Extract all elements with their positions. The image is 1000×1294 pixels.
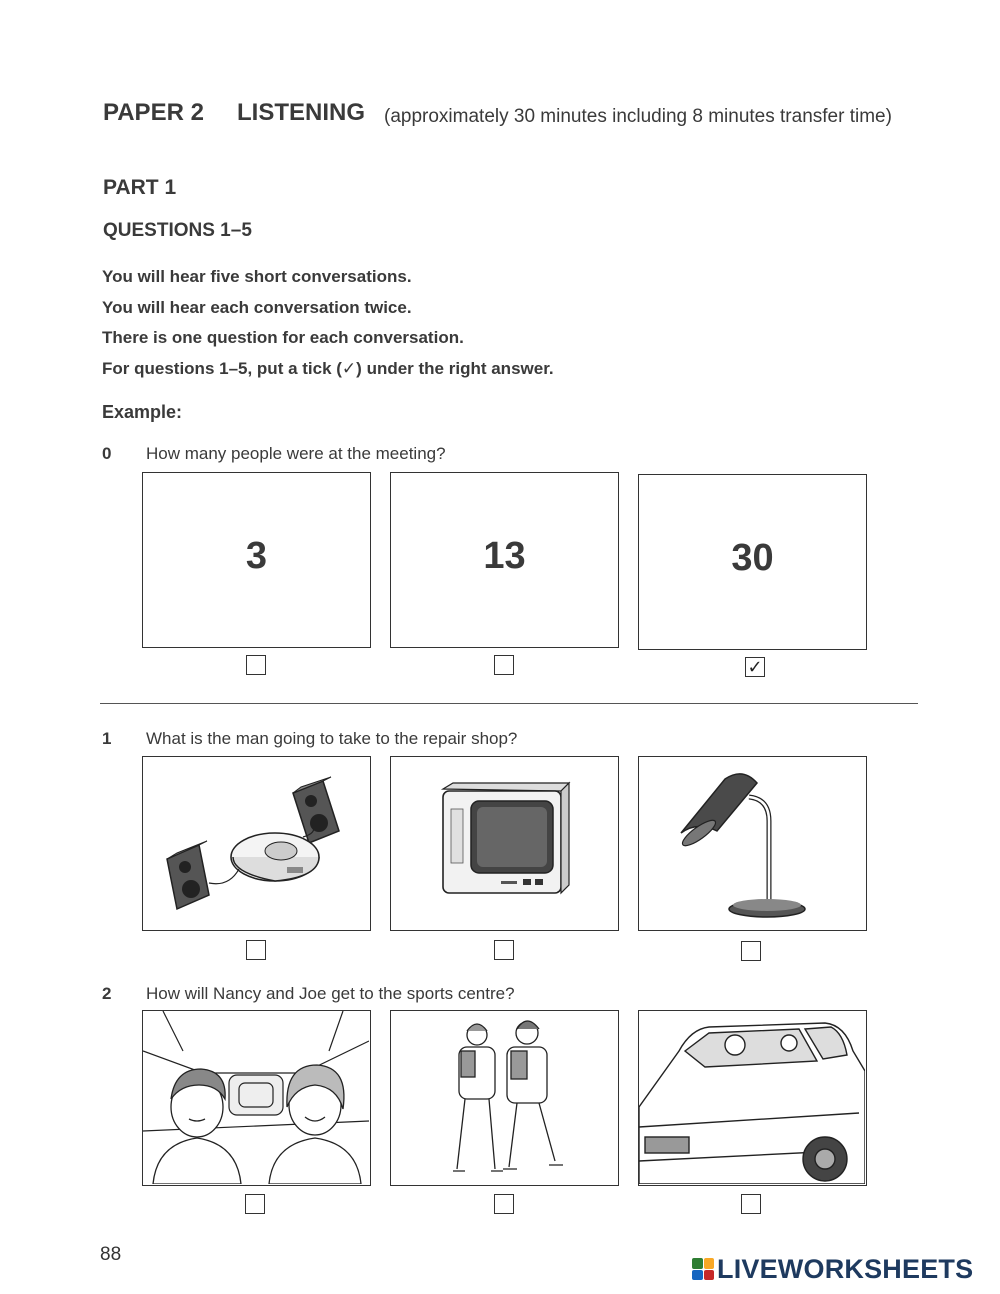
- answer-checkbox[interactable]: [741, 1194, 761, 1214]
- answer-option-box: [390, 472, 619, 648]
- answer-checkbox[interactable]: [246, 655, 266, 675]
- instruction-line: There is one question for each conversation.: [102, 328, 464, 347]
- answer-option-box: [638, 474, 867, 650]
- answer-checkbox[interactable]: [494, 940, 514, 960]
- walking-person-icon: [503, 1021, 563, 1169]
- brand-watermark[interactable]: [692, 1253, 973, 1285]
- answer-checkbox[interactable]: [246, 940, 266, 960]
- question-text: How many people were at the meeting?: [146, 444, 446, 463]
- question-number: 2: [102, 984, 112, 1003]
- car-icon: [639, 1023, 865, 1184]
- question-text: How will Nancy and Joe get to the sports centre?: [146, 984, 515, 1003]
- answer-checkbox[interactable]: [245, 1194, 265, 1214]
- walking-people-picture: [390, 1010, 619, 1186]
- question-number: 0: [102, 444, 112, 463]
- instruction-line: You will hear five short conversations.: [102, 267, 412, 286]
- walking-person-icon: [453, 1024, 503, 1171]
- answer-checkbox[interactable]: [494, 1194, 514, 1214]
- question-text: What is the man going to take to the repair shop?: [146, 729, 518, 748]
- answer-checkbox[interactable]: [494, 655, 514, 675]
- speaker-icon: [167, 841, 209, 909]
- television-icon: [443, 783, 569, 893]
- brand-logo-icon: [692, 1258, 714, 1280]
- television-picture: [390, 756, 619, 931]
- part-heading: PART 1: [103, 176, 177, 199]
- section-divider: [100, 703, 918, 704]
- option-number: 13: [483, 535, 526, 577]
- instruction-line: For questions 1–5, put a tick (✓) under the right answer.: [102, 359, 554, 378]
- brand-name: LIVEWORKSHEETS: [717, 1253, 974, 1284]
- bus-passengers-picture: [142, 1010, 371, 1186]
- option-number: 3: [245, 535, 268, 577]
- option-number: 30: [731, 537, 774, 579]
- paper-title: PAPER 2: [103, 99, 204, 126]
- car-picture: [638, 1010, 867, 1186]
- cd-player-icon: [209, 825, 319, 884]
- person-icon: [153, 1069, 241, 1184]
- example-label: Example:: [102, 402, 183, 422]
- question-number: 1: [102, 729, 112, 748]
- page-number: 88: [100, 1244, 122, 1265]
- answer-option-box: [142, 472, 371, 648]
- instruction-line: You will hear each conversation twice.: [102, 298, 412, 317]
- desk-lamp-icon: [679, 774, 805, 917]
- desk-lamp-picture: [638, 756, 867, 931]
- duration-note: (approximately 30 minutes including 8 minutes transfer time): [384, 106, 892, 127]
- section-title: LISTENING: [237, 99, 366, 126]
- answer-checkbox-checked[interactable]: ✓: [745, 657, 765, 677]
- speaker-icon: [293, 777, 339, 843]
- answer-checkbox[interactable]: [741, 941, 761, 961]
- cd-player-picture: [142, 756, 371, 931]
- questions-range-heading: QUESTIONS 1–5: [103, 220, 252, 241]
